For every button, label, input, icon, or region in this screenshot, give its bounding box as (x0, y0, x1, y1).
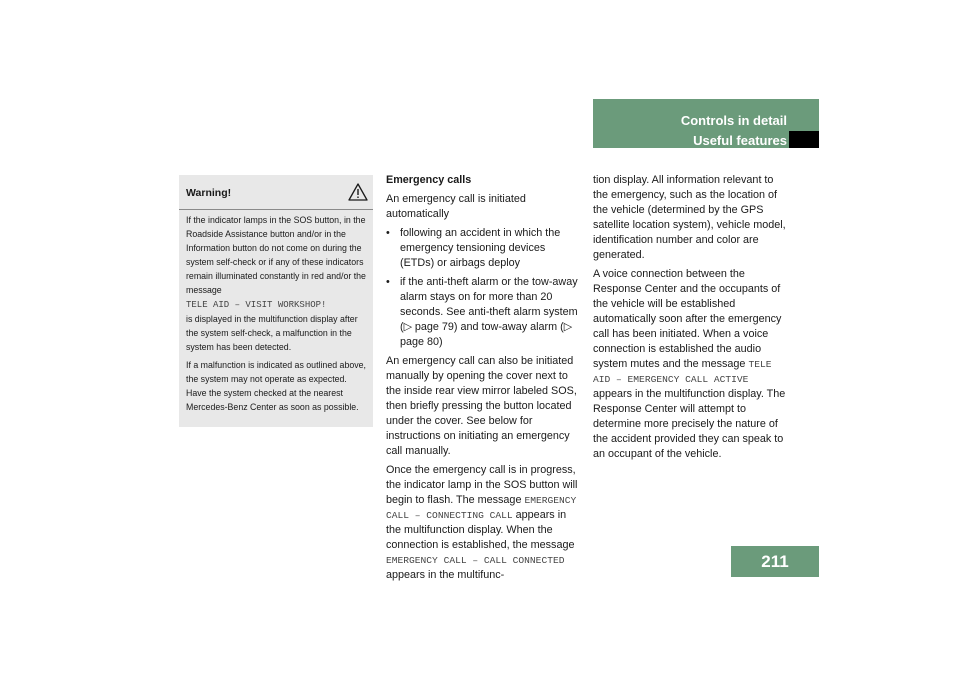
subsection-title: Useful features (693, 133, 787, 148)
warning-body (186, 213, 368, 418)
list-item: • following an accident in which the emergency tensioning devices (ETDs) or airbags deploy (386, 226, 582, 271)
warning-paragraph: If a malfunction is indicated as outlined above, the system may not operate as expected. Have the system checked at the nearest Mercedes-Benz Center as soon as possible. (186, 360, 366, 412)
page-number-text: 211 (761, 551, 789, 571)
header-marker (789, 131, 819, 148)
paragraph (386, 463, 582, 583)
warning-header (179, 175, 373, 210)
warning-title: Warning! (186, 187, 232, 199)
display-message: TELE AID – VISIT WORKSHOP! (186, 300, 327, 310)
paragraph-text: A voice connection between the Response Center and the occupants of the vehicle will be established automatically soon after the emergency call has been initiated. When a voice connection is established the audio system mutes and the message (593, 268, 782, 370)
text-column-1 (386, 173, 582, 587)
warning-paragraph (186, 213, 368, 354)
warning-triangle-icon (348, 183, 368, 201)
paragraph-text: appears in the multifunction display. When the connection is established, the message (386, 509, 575, 551)
warning-box (179, 175, 373, 427)
paragraph-text: Once the emergency call is in progress, the indicator lamp in the SOS button will begin to flash. The message (386, 464, 578, 506)
display-message: EMERGENCY CALL – CALL CONNECTED (386, 555, 565, 566)
warning-text: is displayed in the multifunction display after the system self-check, a malfunction in the system has been detected. (186, 314, 358, 352)
paragraph: tion display. All information relevant to the emergency, such as the location of the vehicle (determined by the GPS satellite location system), vehicle model, identification number and color are generated. (593, 174, 786, 261)
page-number (731, 546, 819, 577)
paragraph: An emergency call is initiated automatically (386, 193, 526, 220)
paragraph-text: appears in the multifunction display. The Response Center will attempt to determine more precisely the nature of the accident provided they can speak to an occupant of the vehicle. (593, 388, 786, 460)
section-header (593, 99, 819, 148)
display-message: TELE AID – EMERGENCY CALL ACTIVE (593, 359, 772, 385)
bullet-list (386, 226, 582, 350)
display-message: EMERGENCY CALL – CONNECTING CALL (386, 495, 577, 521)
section-heading: Emergency calls (386, 174, 472, 186)
paragraph: An emergency call can also be initiated manually by opening the cover next to the inside rear view mirror labeled SOS, then briefly pressing the button located under the cover. See below for instructions on initiating an emergency call manually. (386, 355, 577, 457)
list-item: • if the anti-theft alarm or the tow-away alarm stays on for more than 20 seconds. See anti-theft alarm system (▷ page 79) and tow-away alarm (▷ page 80) (386, 275, 582, 350)
text-column-2 (593, 173, 789, 466)
section-title: Controls in detail (680, 113, 787, 128)
paragraph-text: appears in the multifunc- (386, 569, 505, 581)
paragraph (593, 267, 789, 462)
warning-text: If the indicator lamps in the SOS button, in the Roadside Assistance button and/or in the Information button do not come on during the system self-check or if any of these indicators remain illuminated constantly in red and/or the message (186, 215, 366, 295)
